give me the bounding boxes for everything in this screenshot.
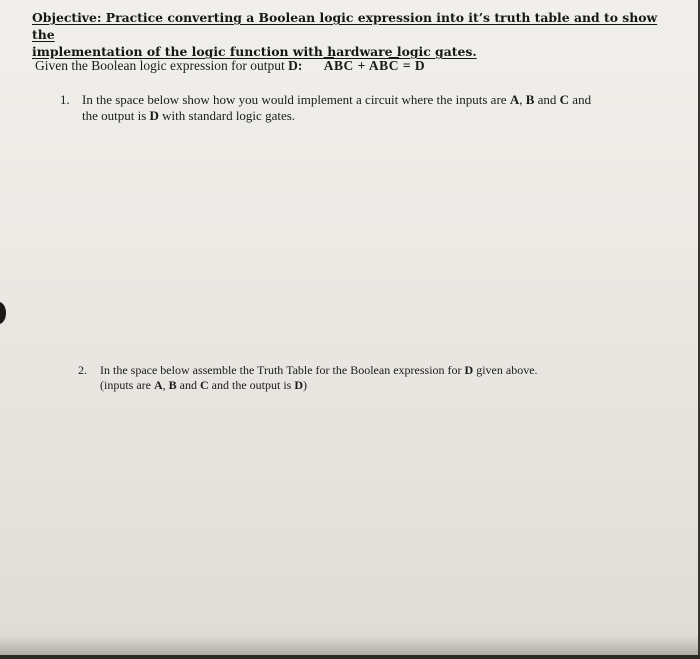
- question-1-text: [82, 92, 660, 124]
- q2-text-b: given above.: [473, 363, 538, 377]
- q2-text-d: and the output is: [208, 378, 295, 392]
- question-2: [78, 363, 638, 393]
- q2-input-a: A: [153, 378, 163, 392]
- question-1-number: 1.: [60, 92, 70, 107]
- question-2-text: [100, 363, 638, 393]
- given-prefix: Given the Boolean logic expression for output: [35, 58, 289, 73]
- expr-equals: = D: [398, 58, 426, 73]
- expr-plus: +: [353, 58, 369, 73]
- expr-term2-ab: AB: [368, 58, 389, 73]
- desk-strip: [0, 655, 700, 659]
- q2-text-e: ): [303, 378, 308, 392]
- expr-term1-rest: BC: [333, 58, 354, 73]
- q1-text-c: the output is: [82, 108, 150, 123]
- objective-line-1: Objective: Practice converting a Boolean logic expression into it’s truth table and to show the: [32, 10, 658, 42]
- q1-text-d: with standard logic gates.: [158, 108, 296, 123]
- expr-term1-a-bar: $\overline{A}$: [323, 58, 334, 73]
- q1-comma: ,: [519, 92, 526, 107]
- q1-text-b: and: [569, 92, 592, 107]
- given-colon: :: [297, 58, 303, 73]
- objective-line-2: implementation of the logic function with hardware logic gates.: [32, 44, 477, 59]
- binder-hole: [0, 302, 6, 324]
- q2-and: and: [176, 378, 200, 392]
- q2-output-d2: D: [294, 378, 304, 392]
- given-expression-line: [35, 58, 425, 74]
- given-output-var: D: [288, 58, 298, 73]
- q1-and: and: [534, 92, 560, 107]
- q2-input-c: C: [200, 378, 209, 392]
- q2-output-d: D: [464, 363, 474, 377]
- expr-term2-c-bar: $\overline{C}$: [388, 58, 399, 73]
- q1-output-d: D: [149, 108, 159, 123]
- q1-input-a: A: [509, 92, 520, 107]
- q2-comma: ,: [162, 378, 169, 392]
- q2-text-c: (inputs are: [100, 378, 154, 392]
- q1-input-b: B: [525, 92, 535, 107]
- boolean-expression: [324, 58, 425, 74]
- q2-input-b: B: [168, 378, 177, 392]
- question-1: [60, 92, 660, 124]
- question-2-number: 2.: [78, 363, 87, 377]
- objective-heading: [32, 9, 672, 60]
- q1-input-c: C: [559, 92, 570, 107]
- q1-text-a: In the space below show how you would implement a circuit where the inputs are: [82, 92, 510, 107]
- q2-text-a: In the space below assemble the Truth Table for the Boolean expression for: [100, 363, 465, 377]
